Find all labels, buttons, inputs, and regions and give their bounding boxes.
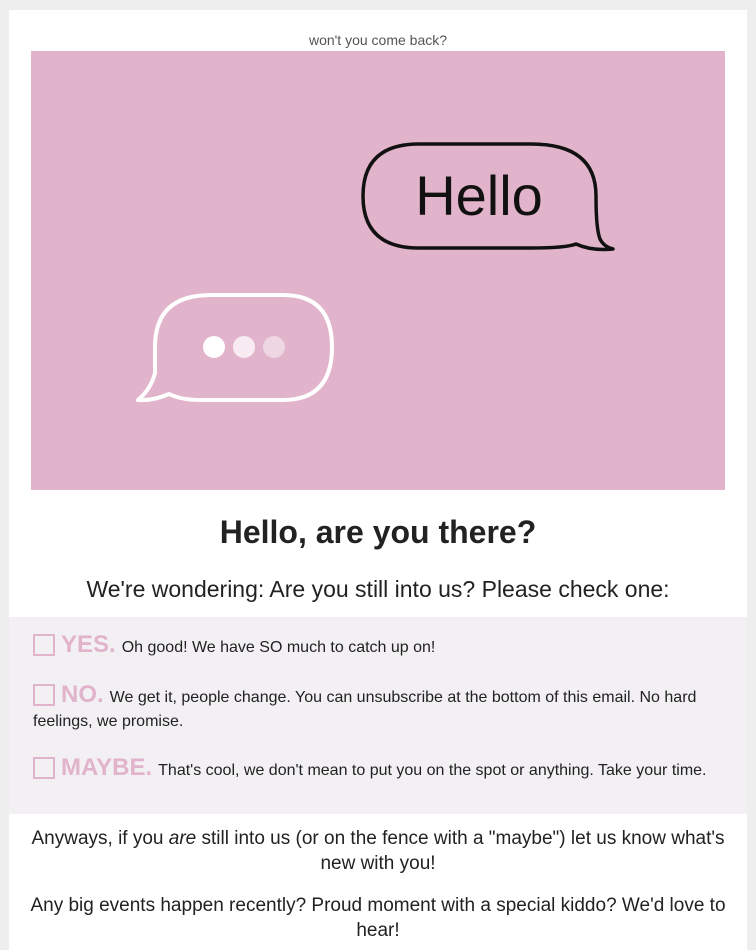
option-maybe-label: MAYBE.	[61, 754, 153, 781]
typing-dot-2	[233, 336, 255, 358]
typing-dot-3	[263, 336, 285, 358]
email-body	[9, 10, 747, 950]
option-no-label: NO.	[61, 681, 104, 708]
option-no[interactable]	[33, 683, 733, 734]
question-text: We're wondering: Are you still into us? Please check one:	[86, 576, 670, 602]
closing-paragraph-1	[29, 826, 727, 876]
hero-image	[31, 51, 725, 490]
typing-dot-1	[203, 336, 225, 358]
option-maybe-text: That's cool, we don't mean to put you on the spot or anything. Take your time.	[158, 762, 707, 779]
closing-emphasis: are	[168, 828, 197, 849]
option-maybe[interactable]	[33, 756, 733, 783]
option-yes[interactable]	[33, 633, 733, 660]
closing-text-end: still into us (or on the fence with a "maybe") let us know what's new with you!	[196, 828, 725, 874]
checkbox-icon[interactable]	[33, 684, 55, 706]
chat-bubbles-illustration	[31, 51, 725, 490]
hello-bubble-text: Hello	[415, 164, 543, 227]
option-yes-text: Oh good! We have SO much to catch up on!	[121, 639, 436, 656]
options-panel	[9, 617, 747, 814]
closing-text-start: Anyways, if you	[31, 828, 169, 849]
option-yes-label: YES.	[61, 631, 116, 658]
option-no-text: We get it, people change. You can unsubscribe at the bottom of this email. No hard feelings, we promise.	[33, 689, 697, 730]
closing-paragraph-2: Any big events happen recently? Proud moment with a special kiddo? We'd love to hear!	[30, 895, 726, 941]
preheader-text: won't you come back?	[308, 32, 448, 48]
checkbox-icon[interactable]	[33, 634, 55, 656]
headline: Hello, are you there?	[219, 514, 537, 550]
checkbox-icon[interactable]	[33, 757, 55, 779]
